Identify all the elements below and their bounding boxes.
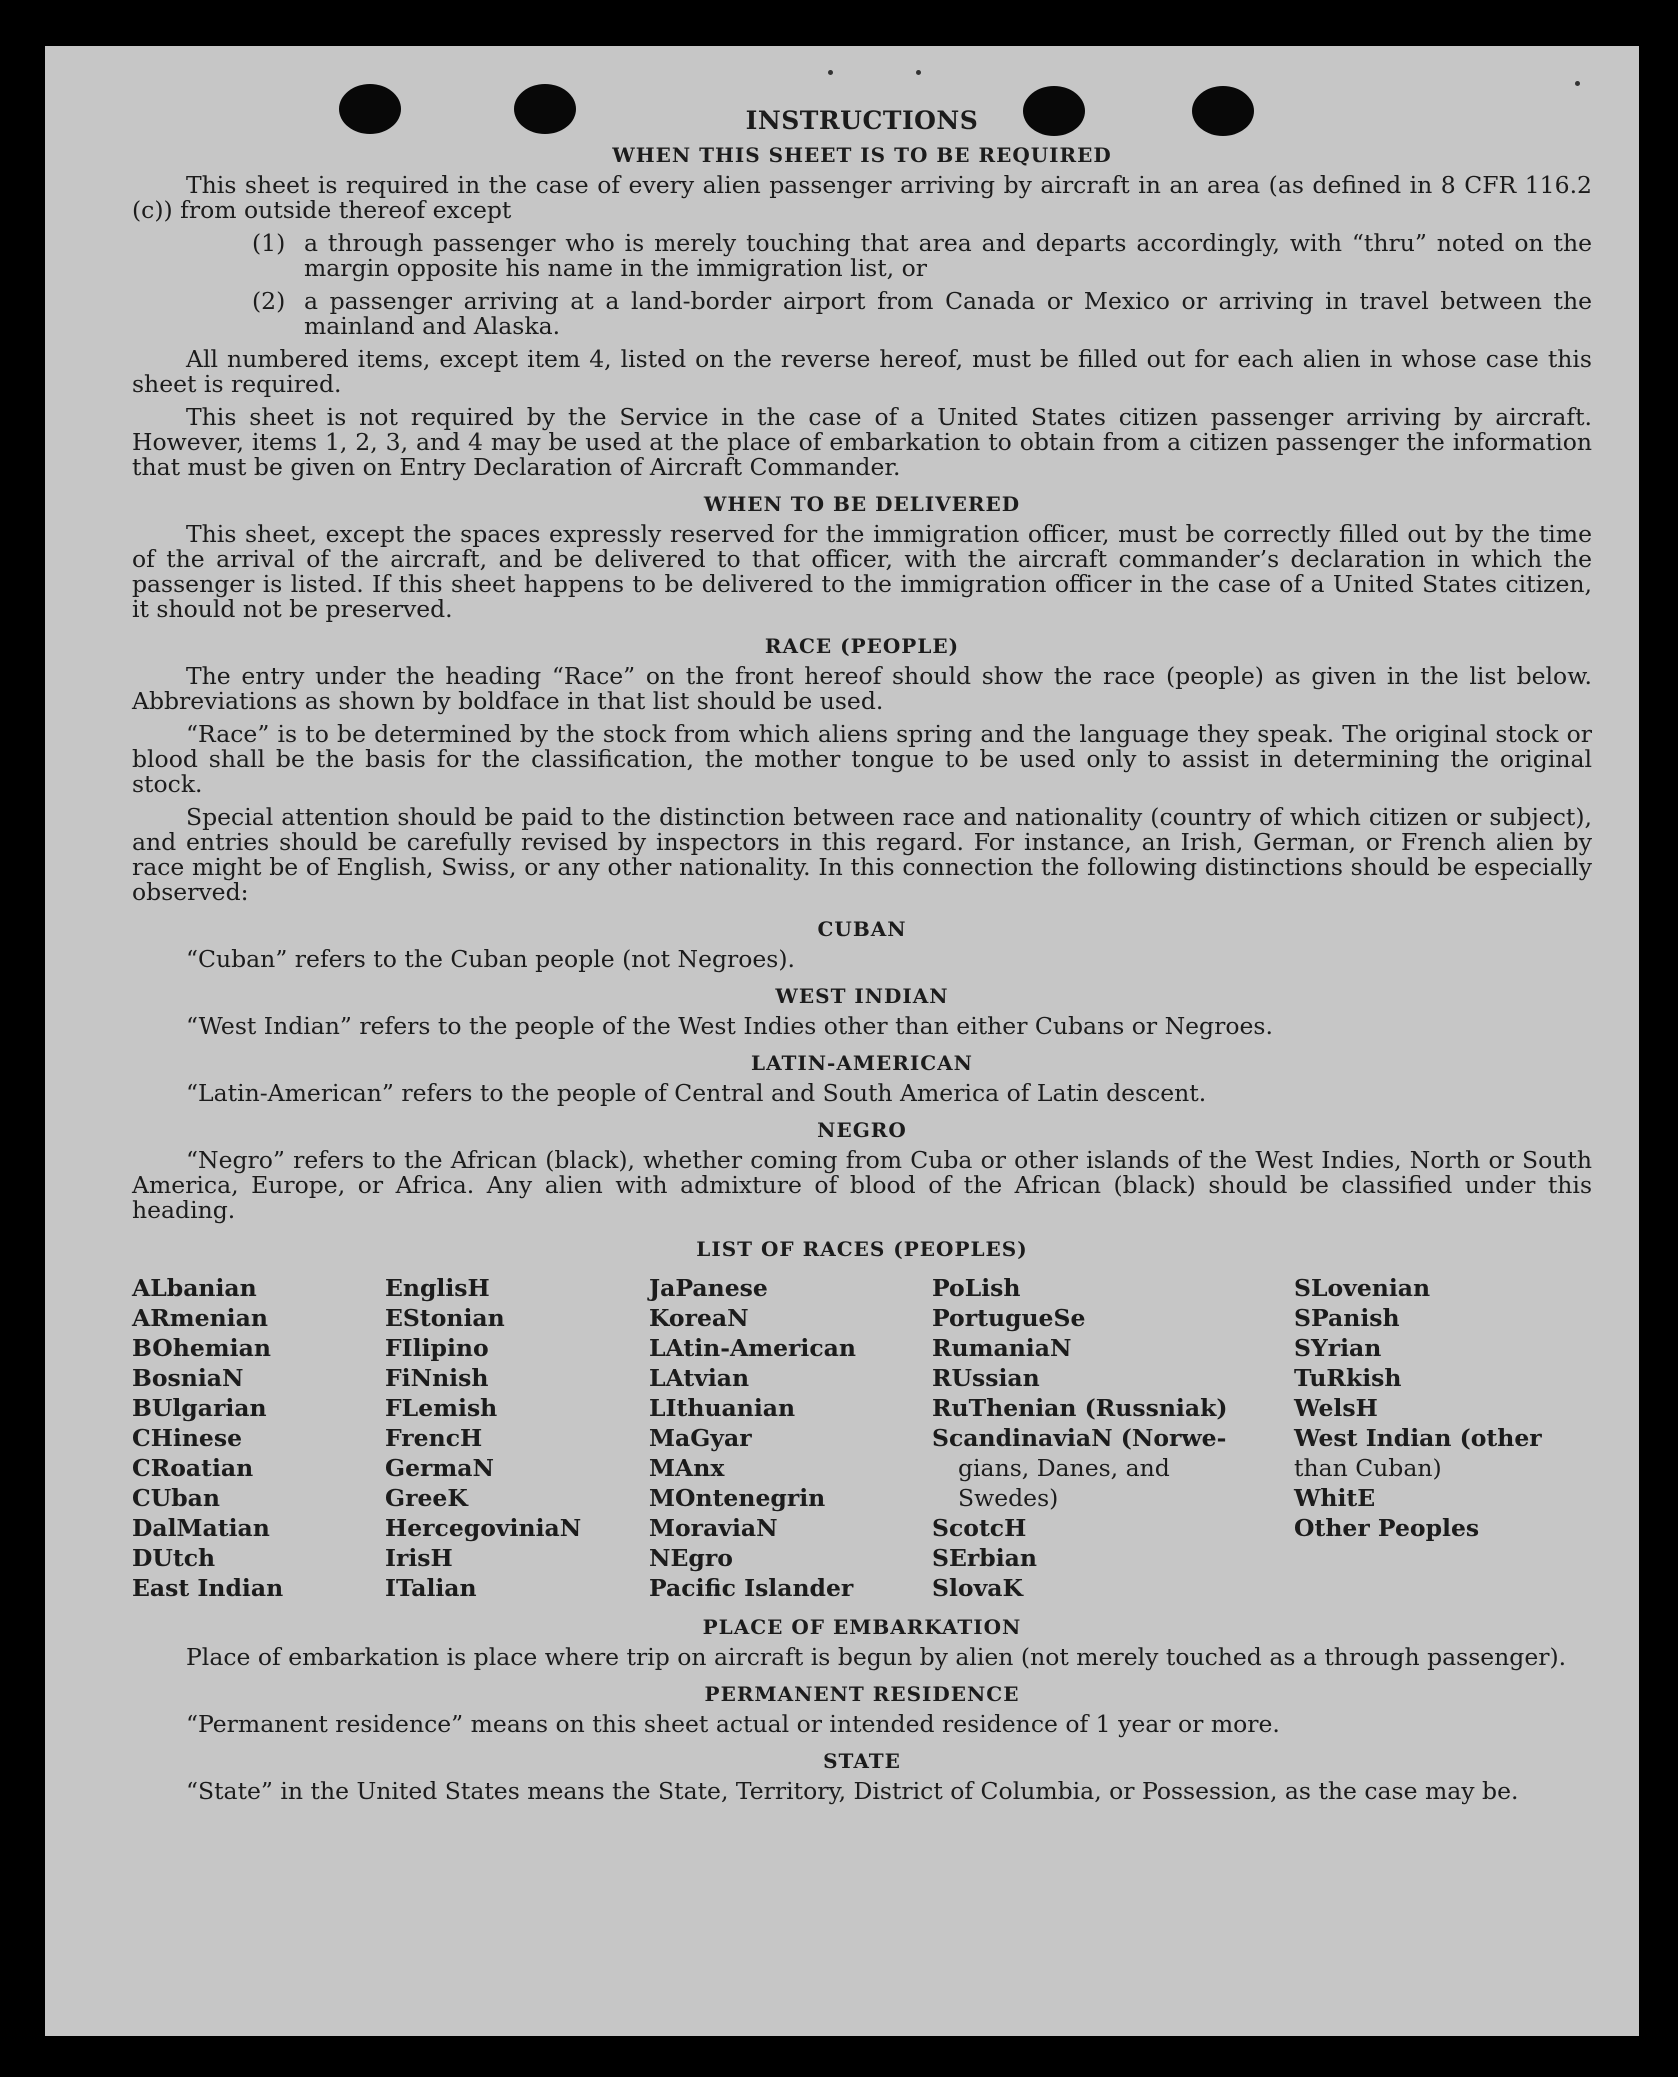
item-text: a passenger arriving at a land-border airport from Canada or Mexico or arriving in travel between the mainland and Alaska. (304, 287, 1592, 340)
race-entry: SPanish (1294, 1304, 1400, 1332)
race-entry: DUtch (132, 1544, 216, 1572)
race-list (132, 1273, 1592, 1603)
race-entry: PortugueSe (932, 1304, 1086, 1332)
heading-race: RACE (PEOPLE) (764, 634, 960, 658)
race-entry: EStonian (385, 1304, 505, 1332)
speck (828, 70, 833, 75)
race-entry: RuThenian (Russniak) (932, 1394, 1228, 1422)
heading-permanent-residence: PERMANENT RESIDENCE (704, 1682, 1020, 1706)
race-entry: LIthuanian (649, 1394, 796, 1422)
race-column-1 (132, 1273, 385, 1603)
residence-text: “Permanent residence” means on this sheet actual or intended residence of 1 year or more. (186, 1710, 1280, 1738)
when-delivered-text: This sheet, except the spaces expressly reserved for the immigration officer, must be correctly filled out by the time of the arrival of the aircraft, and be delivered to that officer, with the aircraft commander’s declaration in which the passenger is listed. If this sheet happens to be delivered to the immigration officer in the case of a United States citizen, it should not be preserved. (132, 520, 1592, 623)
race-entry: PoLish (932, 1274, 1021, 1302)
heading-west-indian: WEST INDIAN (775, 984, 949, 1008)
race-entry: ScandinaviaN (Norwe- (932, 1424, 1227, 1452)
race-entry: SLovenian (1294, 1274, 1431, 1302)
race-column-2 (385, 1273, 649, 1603)
page-title: INSTRUCTIONS (745, 106, 979, 135)
race-entry: BosniaN (132, 1364, 244, 1392)
race-entry: WelsH (1294, 1394, 1378, 1422)
race-entry: MoraviaN (649, 1514, 778, 1542)
race-entry: CUban (132, 1484, 220, 1512)
race-column-3 (649, 1273, 932, 1603)
race-entry: MaGyar (649, 1424, 752, 1452)
heading-place-of-embarkation: PLACE OF EMBARKATION (702, 1615, 1022, 1639)
race-entry: LAtin-American (649, 1334, 856, 1362)
race-entry: KoreaN (649, 1304, 749, 1332)
race-entry: LAtvian (649, 1364, 750, 1392)
cuban-text: “Cuban” refers to the Cuban people (not Negroes). (186, 945, 796, 973)
race-entry: DalMatian (132, 1514, 270, 1542)
race-entry: MAnx (649, 1454, 725, 1482)
race-entry: CRoatian (132, 1454, 254, 1482)
race-entry: FIlipino (385, 1334, 489, 1362)
race-entry: West Indian (other (1294, 1424, 1542, 1452)
negro-text: “Negro” refers to the African (black), whether coming from Cuba or other islands of the West Indies, North or South America, Europe, or Africa. Any alien with admixture of blood of the African (black) should be classified under this heading. (132, 1146, 1592, 1224)
race-paragraph-2: “Race” is to be determined by the stock from which aliens spring and the language they speak. The original stock or blood shall be the basis for the classification, the mother tongue to be used only to assist in determining the original stock. (132, 720, 1592, 798)
latin-american-text: “Latin-American” refers to the people of Central and South America of Latin descent. (186, 1079, 1207, 1107)
race-entry-continued: gians, Danes, and (958, 1454, 1170, 1482)
race-entry: SErbian (932, 1544, 1037, 1572)
race-entry: ScotcH (932, 1514, 1027, 1542)
race-entry: BOhemian (132, 1334, 271, 1362)
heading-list-of-races: LIST OF RACES (PEOPLES) (696, 1237, 1028, 1261)
race-entry-continued: Swedes) (958, 1484, 1059, 1512)
race-entry: GermaN (385, 1454, 494, 1482)
race-entry: BUlgarian (132, 1394, 267, 1422)
race-entry: JaPanese (649, 1274, 768, 1302)
heading-when-delivered: WHEN TO BE DELIVERED (703, 492, 1021, 516)
west-indian-text: “West Indian” refers to the people of the West Indies other than either Cubans or Negroes. (186, 1012, 1273, 1040)
race-entry-continued: than Cuban) (1294, 1454, 1442, 1482)
race-entry: SlovaK (932, 1574, 1023, 1602)
race-entry: Other Peoples (1294, 1514, 1480, 1542)
heading-state: STATE (823, 1749, 901, 1773)
exception-item (132, 231, 1592, 281)
state-text: “State” in the United States means the State, Territory, District of Columbia, or Possession, as the case may be. (186, 1777, 1519, 1805)
race-entry: FrencH (385, 1424, 483, 1452)
race-entry: NEgro (649, 1544, 733, 1572)
race-entry: FiNnish (385, 1364, 489, 1392)
race-entry: RUssian (932, 1364, 1040, 1392)
exception-item (132, 289, 1592, 339)
race-entry: East Indian (132, 1574, 284, 1602)
heading-cuban: CUBAN (817, 917, 907, 941)
race-entry: ITalian (385, 1574, 477, 1602)
heading-when-required: WHEN THIS SHEET IS TO BE REQUIRED (612, 143, 1112, 167)
race-entry: ARmenian (132, 1304, 268, 1332)
instructions-content (132, 106, 1592, 1804)
item-number: (1) (252, 229, 286, 257)
speck (916, 70, 921, 75)
race-entry: SYrian (1294, 1334, 1382, 1362)
embarkation-text: Place of embarkation is place where trip on aircraft is begun by alien (not merely touched as a through passenger). (186, 1643, 1567, 1671)
race-entry: ALbanian (132, 1274, 257, 1302)
race-entry: WhitE (1294, 1484, 1376, 1512)
citizen-paragraph: This sheet is not required by the Service in the case of a United States citizen passenger arriving by aircraft. However, items 1, 2, 3, and 4 may be used at the place of embarkation to obtain from a citizen passenger the information that must be given on Entry Declaration of Aircraft Commander. (132, 403, 1592, 481)
race-entry: CHinese (132, 1424, 243, 1452)
race-entry: FLemish (385, 1394, 498, 1422)
numbered-items-paragraph: All numbered items, except item 4, listed on the reverse hereof, must be filled out for each alien in whose case this sheet is required. (132, 345, 1592, 398)
race-entry: IrisH (385, 1544, 453, 1572)
race-entry: EnglisH (385, 1274, 490, 1302)
race-entry: MOntenegrin (649, 1484, 826, 1512)
heading-latin-american: LATIN-AMERICAN (751, 1051, 973, 1075)
when-required-intro: This sheet is required in the case of every alien passenger arriving by aircraft in an area (as defined in 8 CFR 116.2 (c)) from outside thereof except (132, 171, 1592, 224)
race-entry: GreeK (385, 1484, 468, 1512)
race-entry: Pacific Islander (649, 1574, 854, 1602)
race-paragraph-3: Special attention should be paid to the distinction between race and nationality (country of which citizen or subject), and entries should be carefully revised by inspectors in this regard. For instance, an Irish, German, or French alien by race might be of English, Swiss, or any other nationality. In this connection the following distinctions should be especially observed: (132, 803, 1592, 906)
race-column-4 (932, 1273, 1294, 1603)
document-page (45, 46, 1639, 2036)
race-entry: HercegoviniaN (385, 1514, 582, 1542)
race-entry: RumaniaN (932, 1334, 1072, 1362)
item-text: a through passenger who is merely touching that area and departs accordingly, with “thru” noted on the margin opposite his name in the immigration list, or (304, 229, 1592, 282)
race-column-5 (1294, 1273, 1584, 1603)
race-entry: TuRkish (1294, 1364, 1402, 1392)
item-number: (2) (252, 287, 286, 315)
heading-negro: NEGRO (817, 1118, 907, 1142)
race-paragraph-1: The entry under the heading “Race” on the front hereof should show the race (people) as given in the list below. Abbreviations as shown by boldface in that list should be used. (132, 662, 1592, 715)
speck (1575, 81, 1580, 86)
